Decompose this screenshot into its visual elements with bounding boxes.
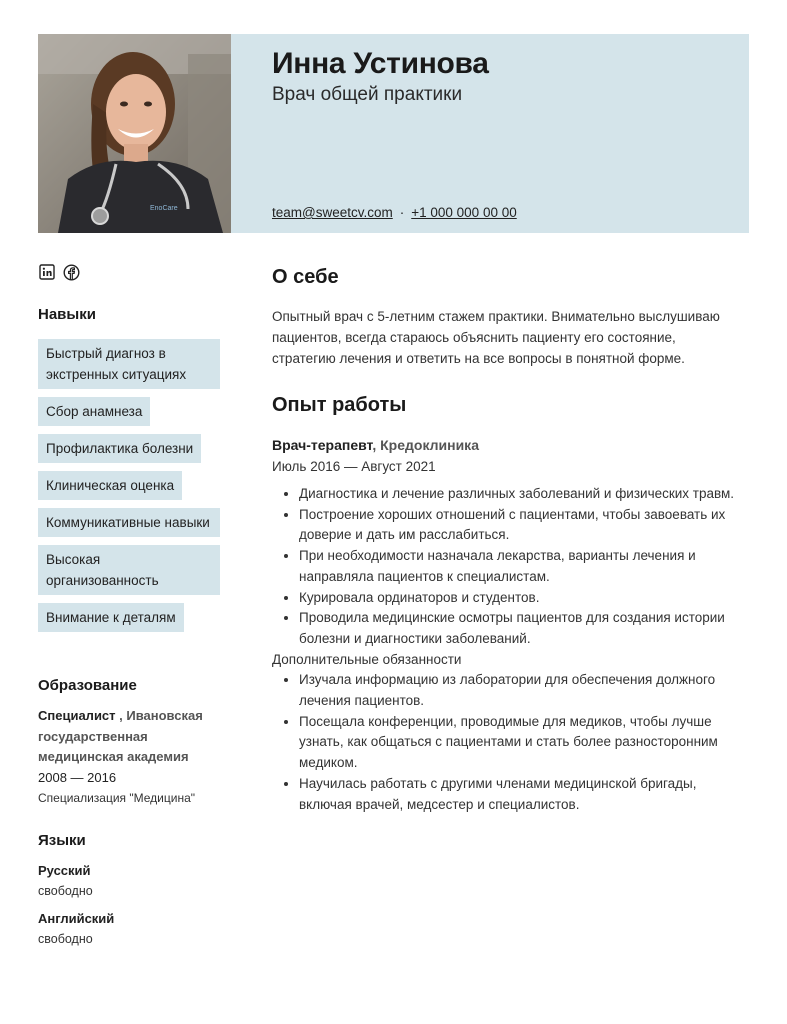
experience-dates: Июль 2016 — Август 2021 xyxy=(272,459,436,474)
experience-heading: Опыт работы xyxy=(272,394,407,416)
social-links xyxy=(38,262,238,282)
experience-comma: , xyxy=(372,437,381,453)
language-name: Русский xyxy=(38,863,91,878)
skill-tag: Высокая организованность xyxy=(38,545,220,595)
skill-tag: Профилактика болезни xyxy=(38,434,201,463)
duty-item: • Проводила медицинские осмотры пациентов для создания истории болезни и диагностики заболеваний. xyxy=(299,608,742,649)
language-item xyxy=(38,861,228,901)
education-specialization: Специализация "Медицина" xyxy=(38,791,196,805)
skill-tag: Сбор анамнеза xyxy=(38,397,150,426)
skill-tag: Быстрый диагноз в экстренных ситуациях xyxy=(38,339,220,389)
portrait-image xyxy=(38,34,231,233)
education-years: 2008 — 2016 xyxy=(38,769,117,785)
contact-separator: · xyxy=(399,205,405,220)
experience-role-line xyxy=(272,435,742,455)
duty-item: • При необходимости назначала лекарства, варианты лечения и направляла пациентов к специалистам. xyxy=(299,546,742,587)
experience-duties xyxy=(272,484,742,815)
education-degree: Специалист xyxy=(38,708,116,723)
duty-item: • Изучала информацию из лаборатории для обеспечения должного лечения пациентов. xyxy=(299,670,742,711)
education-comma: , xyxy=(115,708,127,723)
person-name: Инна Устинова xyxy=(272,47,489,80)
education-heading: Образование xyxy=(38,677,137,694)
job-title: Врач общей практики xyxy=(272,84,463,105)
languages-heading: Языки xyxy=(38,832,86,849)
phone-link[interactable]: +1 000 000 00 00 xyxy=(411,205,517,220)
languages-list xyxy=(38,861,228,957)
skill-tag: Коммуникативные навыки xyxy=(38,508,220,537)
skills-list xyxy=(38,339,238,640)
svg-text:EnoCare: EnoCare xyxy=(150,205,178,212)
experience-company: Кредоклиника xyxy=(380,437,479,453)
language-level: свободно xyxy=(38,932,93,946)
duty-item: • Построение хороших отношений с пациентами, чтобы завоевать их доверие и дать им расслабиться. xyxy=(299,505,742,546)
duty-item: • Научилась работать с другими членами медицинской бригады, включая врачей, медсестер и специалистов. xyxy=(299,774,742,815)
about-text: Опытный врач с 5-летним стажем практики. Внимательно выслушиваю пациентов, всегда стараюсь объяснить пациенту его состояние, стратегию лечения и ответить на все вопросы в понятной форме. xyxy=(272,309,720,366)
extra-duties-heading: Дополнительные обязанности xyxy=(272,651,462,667)
language-name: Английский xyxy=(38,911,115,926)
skill-tag: Внимание к деталям xyxy=(38,603,184,632)
skills-heading: Навыки xyxy=(38,306,96,323)
linkedin-icon[interactable] xyxy=(38,264,55,281)
experience-role: Врач-терапевт xyxy=(272,437,373,453)
profile-photo xyxy=(38,34,231,233)
duty-item: • Диагностика и лечение различных заболеваний и физических травм. xyxy=(299,484,742,505)
header-banner xyxy=(231,34,749,233)
contacts xyxy=(272,205,517,220)
language-item xyxy=(38,909,228,949)
duty-item: • Курировала ординаторов и студентов. xyxy=(299,588,742,609)
about-heading: О себе xyxy=(272,266,339,288)
education-entry xyxy=(38,706,228,809)
education-institution: Ивановская государственная медицинская академия xyxy=(38,708,203,764)
facebook-icon[interactable] xyxy=(63,264,80,281)
duty-item: • Посещала конференции, проводимые для медиков, чтобы лучше узнать, как общаться с пациентами и стать более разносторонним медиком. xyxy=(299,712,742,774)
language-level: свободно xyxy=(38,884,93,898)
email-link[interactable]: team@sweetcv.com xyxy=(272,205,393,220)
skill-tag: Клиническая оценка xyxy=(38,471,182,500)
